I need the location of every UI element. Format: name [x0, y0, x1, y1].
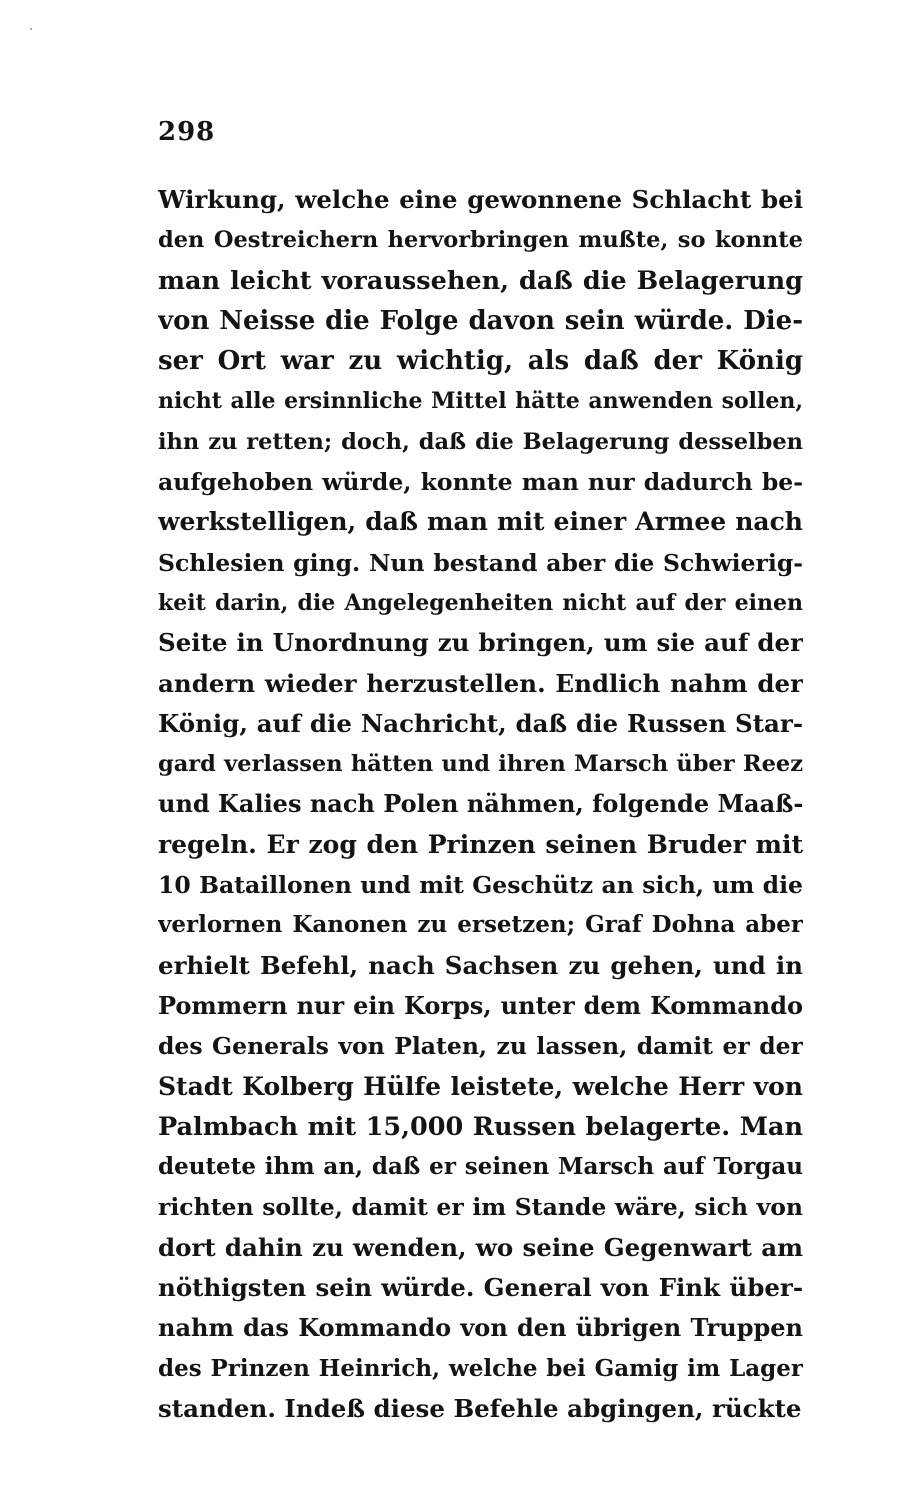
text-line: standen. Indeß diese Befehle abgingen, rückte	[158, 1393, 802, 1423]
text-line: erhielt Befehl, nach Sachsen zu gehen, und in	[158, 950, 803, 980]
text-line: keit darin, die Angelegenheiten nicht auf der einen	[158, 589, 803, 616]
text-line: deutete ihm an, daß er seinen Marsch auf Torgau	[158, 1153, 803, 1181]
text-line: Wirkung, welche eine gewonnene Schlacht bei	[158, 185, 803, 214]
text-line: aufgehoben würde, konnte man nur dadurch be-	[158, 468, 803, 497]
text-line: nicht alle ersinnliche Mittel hätte anwenden sollen,	[158, 388, 803, 415]
text-line: richten sollte, damit er im Stande wäre, sich von	[158, 1193, 803, 1222]
text-line: den Oestreichern hervorbringen mußte, so konnte	[158, 227, 803, 254]
text-line: und Kalies nach Polen nähmen, folgende Maaß-	[158, 789, 803, 819]
text-line: regeln. Er zog den Prinzen seinen Bruder mit	[158, 829, 803, 859]
text-line: Stadt Kolberg Hülfe leistete, welche Herr von	[158, 1071, 803, 1101]
text-line: Pommern nur ein Korps, unter dem Kommando	[158, 990, 803, 1020]
text-line: Seite in Unordnung zu bringen, um sie auf der	[158, 628, 803, 658]
text-line: nöthigsten sein würde. General von Fink über-	[158, 1273, 803, 1303]
text-line: gard verlassen hätten und ihren Marsch über Reez	[158, 751, 803, 778]
text-line: Schlesien ging. Nun bestand aber die Schwierig-	[158, 548, 803, 577]
body-text	[158, 180, 803, 1429]
page-number: 298	[158, 117, 216, 147]
text-line: andern wieder herzustellen. Endlich nahm der	[158, 668, 803, 698]
text-line: des Prinzen Heinrich, welche bei Gamig im Lager	[158, 1354, 803, 1382]
paper-speck	[30, 28, 32, 30]
text-line: des Generals von Platen, zu lassen, damit er der	[158, 1032, 803, 1061]
text-line: werkstelligen, daß man mit einer Armee nach	[158, 507, 803, 537]
text-line: dort dahin zu wenden, wo seine Gegenwart am	[158, 1232, 803, 1262]
text-line: Palmbach mit 15,000 Russen belagerte. Man	[158, 1111, 803, 1142]
text-line: von Neisse die Folge davon sein würde. Die-	[158, 305, 803, 336]
text-line: verlornen Kanonen zu ersetzen; Graf Dohna aber	[158, 911, 803, 939]
text-line: ser Ort war zu wichtig, als daß der König	[158, 346, 803, 377]
text-line: man leicht voraussehen, daß die Belagerung	[158, 265, 803, 296]
text-line: 10 Bataillonen und mit Geschütz an sich, um die	[158, 871, 803, 900]
text-line: ihn zu retten; doch, daß die Belagerung desselben	[158, 428, 803, 455]
text-line: König, auf die Nachricht, daß die Russen Star-	[158, 708, 803, 738]
text-line: nahm das Kommando von den übrigen Truppen	[158, 1313, 803, 1343]
